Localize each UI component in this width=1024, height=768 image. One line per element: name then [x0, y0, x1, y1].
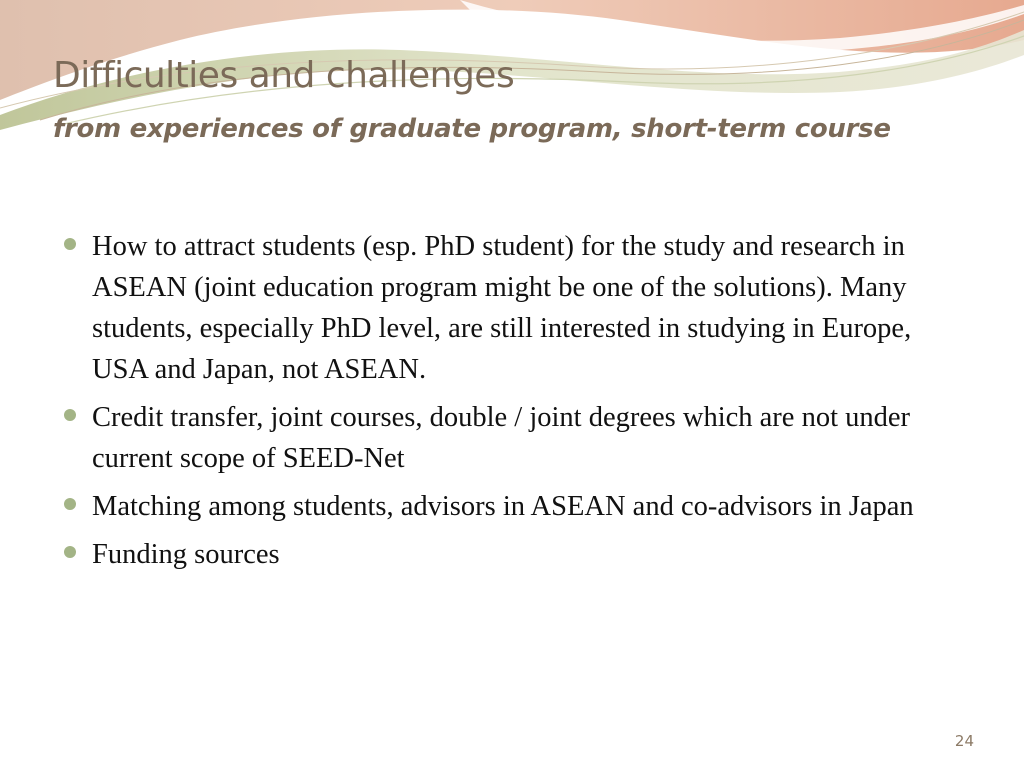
bullet-dot-icon: [64, 498, 76, 510]
bullet-text: Funding sources: [92, 539, 280, 570]
bullet-dot-icon: [64, 546, 76, 558]
bullet-dot-icon: [64, 238, 76, 250]
bullet-text: Matching among students, advisors in ASEAN and co-advisors in Japan: [92, 491, 914, 522]
bullet-text: How to attract students (esp. PhD student) for the study and research in ASEAN (joint education program might be one of the solutions). Many students, especially PhD level, are still interested in studying in Europe, USA and Japan, not ASEAN.: [92, 231, 912, 385]
bullet-list: [62, 226, 962, 582]
page-number: 24: [954, 732, 974, 750]
bullet-item: [62, 397, 962, 479]
slide-title: Difficulties and challenges: [53, 55, 515, 96]
bullet-dot-icon: [64, 409, 76, 421]
bullet-item: [62, 534, 962, 575]
bullet-item: [62, 486, 962, 527]
bullet-text: Credit transfer, joint courses, double / joint degrees which are not under current scope of SEED-Net: [92, 402, 910, 474]
slide-subtitle: from experiences of graduate program, short-term course: [53, 114, 891, 144]
bullet-item: [62, 226, 962, 390]
